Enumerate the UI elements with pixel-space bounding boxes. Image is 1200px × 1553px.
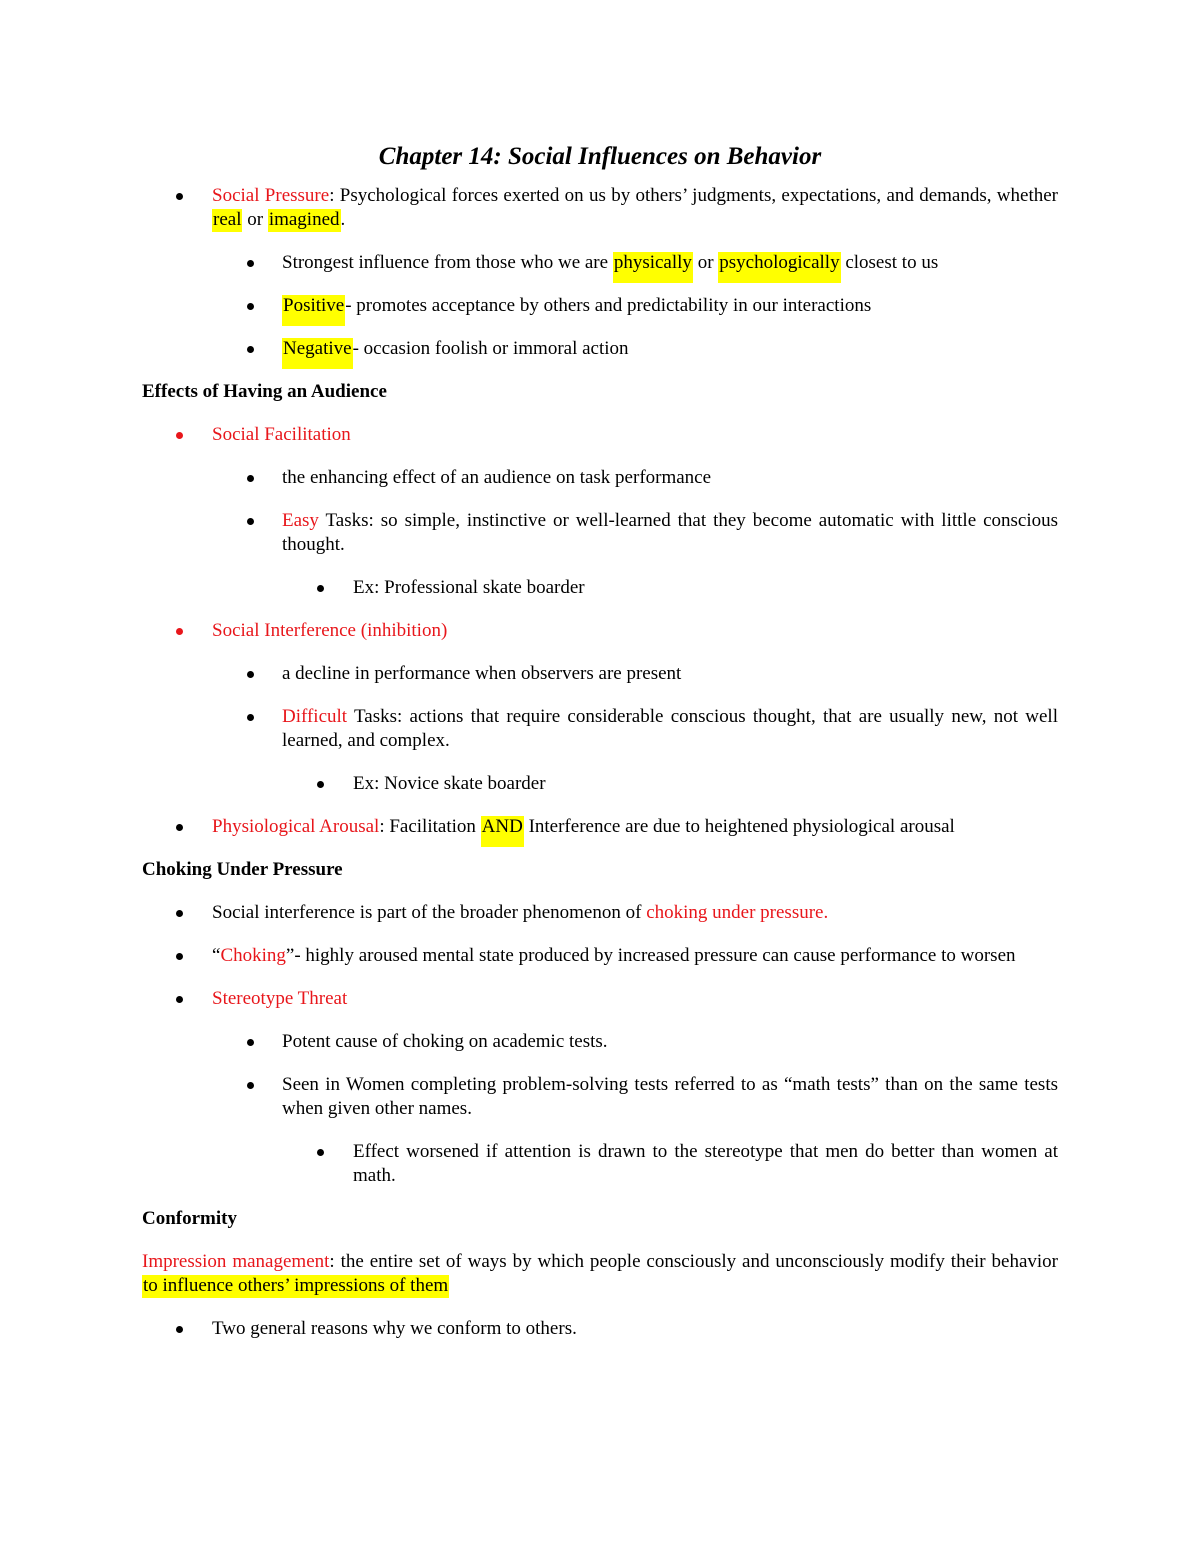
- item-text: Effect worsened if attention is drawn to the stereotype that men do better than women at math.: [353, 1141, 1058, 1186]
- list-item-strongest-influence: [142, 251, 1058, 275]
- term-stereotype-threat: Stereotype Threat: [212, 988, 348, 1009]
- list-item-stereotype-effect: [142, 1140, 1058, 1188]
- item-text: - occasion foolish or immoral action: [352, 338, 629, 359]
- highlight-influence-impressions: to influence others’ impressions of them: [143, 1275, 449, 1296]
- list-item-social-pressure: [142, 184, 1058, 232]
- social-pressure-list: [142, 184, 1058, 361]
- item-text: Potent cause of choking on academic tests.: [282, 1031, 608, 1052]
- highlight-psychologically: psychologically: [718, 252, 840, 283]
- definition-text: : Psychological forces exerted on us by others’ judgments, expectations, and demands, whether: [329, 185, 1058, 206]
- list-item-easy-tasks: [142, 509, 1058, 557]
- item-text: Ex: Novice skate boarder: [353, 773, 546, 794]
- list-item-negative: [142, 337, 1058, 361]
- list-item-social-facilitation: [142, 423, 1058, 447]
- highlight-and: AND: [481, 816, 524, 847]
- item-text: the enhancing effect of an audience on task performance: [282, 467, 712, 488]
- term-physiological-arousal: Physiological Arousal: [212, 816, 380, 837]
- term-easy: Easy: [282, 510, 319, 531]
- term-social-facilitation: Social Facilitation: [212, 424, 351, 445]
- quote-mark: “: [212, 945, 221, 966]
- list-item-physiological-arousal: [142, 815, 1058, 839]
- punctuation: .: [823, 902, 829, 923]
- term-impression-management: Impression management: [142, 1251, 330, 1272]
- list-item-choking-definition: [142, 944, 1058, 968]
- item-text: a decline in performance when observers are present: [282, 663, 682, 684]
- item-text: Interference are due to heightened physiological arousal: [523, 816, 955, 837]
- term-social-interference: Social Interference (inhibition): [212, 620, 448, 641]
- item-text: Seen in Women completing problem-solving tests referred to as “math tests” than on the same tests when given other names.: [282, 1074, 1058, 1119]
- connector-text: or: [692, 252, 719, 273]
- item-text: Ex: Professional skate boarder: [353, 577, 585, 598]
- highlight-positive: Positive: [282, 295, 345, 326]
- item-text: - promotes acceptance by others and predictability in our interactions: [345, 295, 872, 316]
- list-item-stereotype-women: [142, 1073, 1058, 1121]
- paragraph-text: : the entire set of ways by which people consciously and unconsciously modify their behavior: [329, 1251, 1058, 1272]
- choking-list: [142, 901, 1058, 1188]
- list-item-social-interference: [142, 619, 1058, 643]
- list-item-facilitation-definition: [142, 466, 1058, 490]
- item-text: Tasks: so simple, instinctive or well-learned that they become automatic with little conscious thought.: [282, 510, 1058, 555]
- item-text: ”- highly aroused mental state produced by increased pressure can cause performance to worsen: [285, 945, 1016, 966]
- list-item-stereotype-cause: [142, 1030, 1058, 1054]
- list-item-choking-phenomenon: [142, 901, 1058, 925]
- connector-text: or: [242, 209, 268, 230]
- list-item-difficult-tasks: [142, 705, 1058, 753]
- heading-audience: Effects of Having an Audience: [142, 381, 387, 402]
- item-text: Social interference is part of the broader phenomenon of: [212, 902, 647, 923]
- highlight-real: real: [213, 209, 242, 230]
- term-choking: Choking: [220, 945, 286, 966]
- highlight-imagined: imagined: [268, 209, 340, 230]
- item-text: closest to us: [840, 252, 939, 273]
- list-item-positive: [142, 294, 1058, 318]
- list-item-difficult-example: [142, 772, 1058, 796]
- item-text: Strongest influence from those who we are: [282, 252, 613, 273]
- heading-conformity: Conformity: [142, 1208, 237, 1229]
- term-difficult: Difficult: [282, 706, 348, 727]
- list-item-easy-example: [142, 576, 1058, 600]
- punctuation: .: [340, 209, 346, 230]
- document-page: [142, 140, 1058, 1341]
- list-item-interference-definition: [142, 662, 1058, 686]
- highlight-negative: Negative: [282, 338, 353, 369]
- term-choking-under-pressure: choking under pressure: [646, 902, 824, 923]
- audience-list: [142, 423, 1058, 839]
- conformity-list: [142, 1317, 1058, 1341]
- list-item-stereotype-threat: [142, 987, 1058, 1011]
- highlight-physically: physically: [613, 252, 693, 283]
- item-text: Tasks: actions that require considerable conscious thought, that are usually new, not well learned, and complex.: [282, 706, 1058, 751]
- list-item-conform-reasons: [142, 1317, 1058, 1341]
- item-text: Two general reasons why we conform to others.: [212, 1318, 577, 1339]
- page-title: Chapter 14: Social Influences on Behavior: [378, 143, 822, 170]
- paragraph-impression-management: [142, 1250, 1058, 1298]
- term-social-pressure: Social Pressure: [212, 185, 330, 206]
- heading-choking: Choking Under Pressure: [142, 859, 343, 880]
- item-text: : Facilitation: [379, 816, 481, 837]
